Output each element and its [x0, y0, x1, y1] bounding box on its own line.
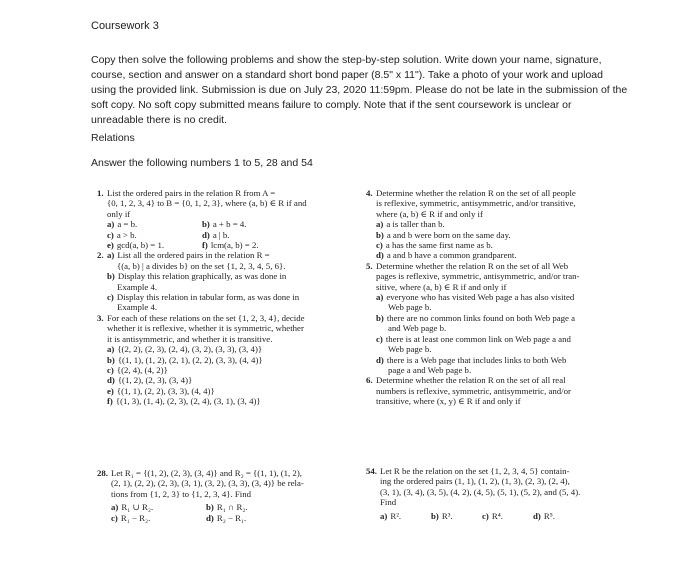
subpart	[107, 292, 339, 302]
subpart	[107, 271, 339, 281]
option-item	[366, 292, 602, 302]
instructions-line: soft copy. No soft copy submitted means failure to comply. Note that if the sent coursework is unclear or	[91, 99, 572, 111]
option-label: b)	[376, 312, 384, 323]
option-item	[533, 511, 584, 521]
option-text: R².	[390, 510, 402, 521]
problem-28	[97, 468, 337, 523]
textbook-left-column	[97, 188, 339, 407]
option-label: d)	[107, 375, 115, 386]
option-label: c)	[482, 510, 489, 521]
problem-4	[366, 188, 602, 219]
option-label: b)	[376, 229, 384, 240]
option-item	[366, 355, 602, 365]
problem-number: 3.	[97, 312, 104, 323]
option-label: b)	[206, 502, 214, 513]
problem-line: (3, 1), (3, 4), (3, 5), (4, 2), (4, 5), (5, 1), (5, 2), and (5, 4).	[380, 486, 581, 497]
option-label: f)	[202, 240, 208, 251]
option-text: R⁵.	[543, 510, 555, 521]
option-text: R₁ ∪ R₂.	[121, 502, 154, 513]
problem-number: 28.	[97, 468, 108, 478]
option-text: R⁴.	[491, 510, 503, 521]
problem-line: List the ordered pairs in the relation R from A =	[107, 188, 276, 198]
option-row	[97, 219, 339, 229]
option-label: c)	[376, 333, 383, 344]
option-text: R₁ ∩ R₂.	[216, 502, 248, 513]
option-item	[431, 511, 482, 521]
problem-line: Determine whether the relation R on the set of all people	[376, 188, 576, 198]
option-text: a | b.	[212, 229, 230, 240]
option-item	[97, 355, 339, 365]
option-text: a and b were born on the same day.	[386, 229, 511, 240]
problem-line: numbers is reflexive, symmetric, antisymmetric, and/or	[376, 385, 571, 396]
option-text: and Web page b.	[388, 323, 447, 334]
problem-line: Let R be the relation on the set {1, 2, 3, 4, 5} contain-	[380, 466, 570, 476]
option-text: {(1, 3), (1, 4), (2, 3), (2, 4), (3, 1), (3, 4)}	[115, 396, 261, 407]
problem-28-text	[97, 468, 337, 499]
option-label: b)	[202, 219, 210, 230]
subpart-line: {(a, b) | a divides b} on the set {1, 2, 3, 4, 5, 6}.	[117, 260, 286, 271]
option-item	[366, 240, 602, 250]
problem-line: {0, 1, 2, 3, 4} to B = {0, 1, 2, 3}, where (a, b) ∈ R if and	[107, 198, 307, 209]
option-item	[97, 365, 339, 375]
option-text: R₂ − R₁.	[216, 512, 247, 523]
problem-line: transitive, where (x, y) ∈ R if and only if	[376, 396, 521, 407]
problem-number: 5.	[366, 260, 373, 271]
option-label: d)	[376, 354, 384, 365]
problem-line: For each of these relations on the set {1, 2, 3, 4}, decide	[107, 312, 305, 323]
option-label: d)	[206, 512, 214, 523]
subpart-label: b)	[107, 271, 115, 282]
option-label: d)	[533, 510, 541, 521]
problem-line: Find	[380, 497, 397, 508]
problem-line: Determine whether the relation R on the set of all Web	[376, 260, 569, 271]
option-text: {(1, 2), (2, 3), (3, 4)}	[117, 375, 193, 386]
option-row	[97, 502, 337, 512]
option-label: b)	[107, 354, 115, 365]
option-item	[366, 250, 602, 260]
option-label: f)	[107, 396, 113, 407]
subpart-line: Example 4.	[117, 281, 158, 292]
problem-line: where (a, b) ∈ R if and only if	[376, 208, 483, 219]
option-label: d)	[202, 229, 210, 240]
option-text: there is a Web page that includes links to both Web	[386, 354, 567, 365]
textbook-right-column	[366, 188, 602, 407]
option-text: Web page b.	[388, 302, 432, 313]
option-label: a)	[111, 502, 119, 513]
option-label: c)	[111, 512, 118, 523]
option-text: everyone who has visited Web page a has also visited	[386, 292, 575, 303]
option-label: e)	[107, 240, 114, 251]
subpart	[107, 250, 339, 260]
instructions-paragraph	[91, 53, 691, 128]
subpart-line: Example 4.	[117, 302, 158, 313]
problem-1	[97, 188, 339, 219]
option-text: lcm(a, b) = 2.	[210, 240, 259, 251]
instructions-line: using the provided link. Submission is due on July 23, 2020 11:59pm. Please do not be late in the submission of the	[91, 84, 628, 96]
option-text: gcd(a, b) = 1.	[116, 240, 165, 251]
option-text: a is taller than b.	[386, 219, 445, 230]
option-item	[366, 230, 602, 240]
option-row	[97, 230, 339, 240]
problem-line: whether it is reflexive, whether it is symmetric, whether	[107, 323, 304, 334]
problem-number: 6.	[366, 375, 373, 386]
option-item	[380, 511, 431, 521]
problem-line: pages is reflexive, symmetric, antisymmetric, and/or tran-	[376, 271, 580, 282]
option-text: there are no common links found on both Web page a	[386, 312, 576, 323]
option-label: a)	[107, 344, 115, 355]
instructions-line: Copy then solve the following problems and show the step-by-step solution. Write down your name, signature,	[91, 54, 602, 66]
option-item	[366, 313, 602, 323]
option-row	[97, 240, 339, 250]
option-text: R³.	[441, 510, 453, 521]
subpart-line: Display this relation graphically, as was done in	[117, 271, 287, 282]
section-title: Relations	[91, 132, 135, 144]
problem-line: only if	[107, 208, 131, 219]
problem-line: (2, 1), (2, 2), (2, 3), (3, 1), (3, 2), (3, 3), (3, 4)} be rela-	[111, 478, 304, 489]
option-text: there is at least one common link on Web page a and	[385, 333, 571, 344]
option-label: d)	[376, 250, 384, 261]
option-text: {(2, 2), (2, 3), (2, 4), (3, 2), (3, 3), (3, 4)}	[117, 344, 263, 355]
problem-line: Let R₁ = {(1, 2), (2, 3), (3, 4)} and R₂ = {(1, 1), (1, 2),	[111, 468, 302, 478]
option-item	[97, 344, 339, 354]
problem-number: 2.	[97, 250, 104, 261]
option-label: b)	[431, 510, 439, 521]
problem-line: it is antisymmetric, and whether it is transitive.	[107, 333, 273, 344]
option-text: a has the same first name as b.	[385, 240, 493, 251]
option-item	[97, 375, 339, 385]
option-label: a)	[107, 219, 115, 230]
option-label: a)	[376, 292, 384, 303]
instructions-line: unreadable there is no credit.	[91, 114, 228, 126]
problem-5	[366, 261, 602, 292]
option-item	[366, 334, 602, 344]
subpart-label: a)	[107, 250, 115, 261]
problem-2	[97, 250, 339, 312]
option-text: a > b.	[116, 229, 137, 240]
problem-line: ing the ordered pairs (1, 1), (1, 2), (1, 3), (2, 3), (2, 4),	[380, 476, 570, 487]
option-text: page a and Web page b.	[388, 364, 472, 375]
option-text: {(1, 1), (2, 2), (3, 3), (4, 4)}	[116, 385, 215, 396]
problem-line: is reflexive, symmetric, antisymmetric, and/or transitive,	[376, 198, 576, 209]
option-text: R₁ − R₂.	[120, 512, 151, 523]
option-row	[97, 513, 337, 523]
problem-6	[366, 375, 602, 406]
option-item	[482, 511, 533, 521]
subpart-line: List all the ordered pairs in the relation R =	[117, 250, 270, 261]
option-text: a + b = 4.	[212, 219, 247, 230]
coursework-title: Coursework 3	[91, 20, 159, 32]
problem-54	[366, 466, 604, 521]
option-label: a)	[376, 219, 384, 230]
option-item	[97, 386, 339, 396]
problem-3	[97, 313, 339, 344]
option-text: {(2, 4), (4, 2)}	[116, 364, 168, 375]
instructions-line: course, section and answer on a standard short bond paper (8.5" x 11"). Take a photo of your work and upload	[91, 69, 603, 81]
option-label: a)	[380, 510, 388, 521]
option-item	[97, 396, 339, 406]
problem-line: tions from {1, 2, 3} to {1, 2, 3, 4}. Find	[111, 488, 252, 499]
option-label: c)	[107, 364, 114, 375]
problem-number: 4.	[366, 188, 373, 198]
problem-line: sitive, where (a, b) ∈ R if and only if	[376, 281, 507, 292]
option-label: e)	[107, 385, 114, 396]
problem-number: 1.	[97, 188, 104, 198]
subpart-label: c)	[107, 292, 114, 303]
option-item	[366, 219, 602, 229]
problem-line: Determine whether the relation R on the set of all real	[376, 375, 566, 386]
option-text: a and b have a common grandparent.	[386, 250, 517, 261]
problem-number: 54.	[366, 466, 377, 476]
option-text: a = b.	[117, 219, 138, 230]
option-row	[366, 511, 604, 521]
problem-54-text	[366, 466, 604, 508]
option-label: c)	[107, 229, 114, 240]
subpart-line: Display this relation in tabular form, as was done in	[116, 292, 300, 303]
option-text: Web page b.	[388, 344, 432, 355]
answer-instructions: Answer the following numbers 1 to 5, 28 and 54	[91, 157, 313, 169]
option-text: {(1, 1), (1, 2), (2, 1), (2, 2), (3, 3), (4, 4)}	[117, 354, 263, 365]
option-label: c)	[376, 240, 383, 251]
